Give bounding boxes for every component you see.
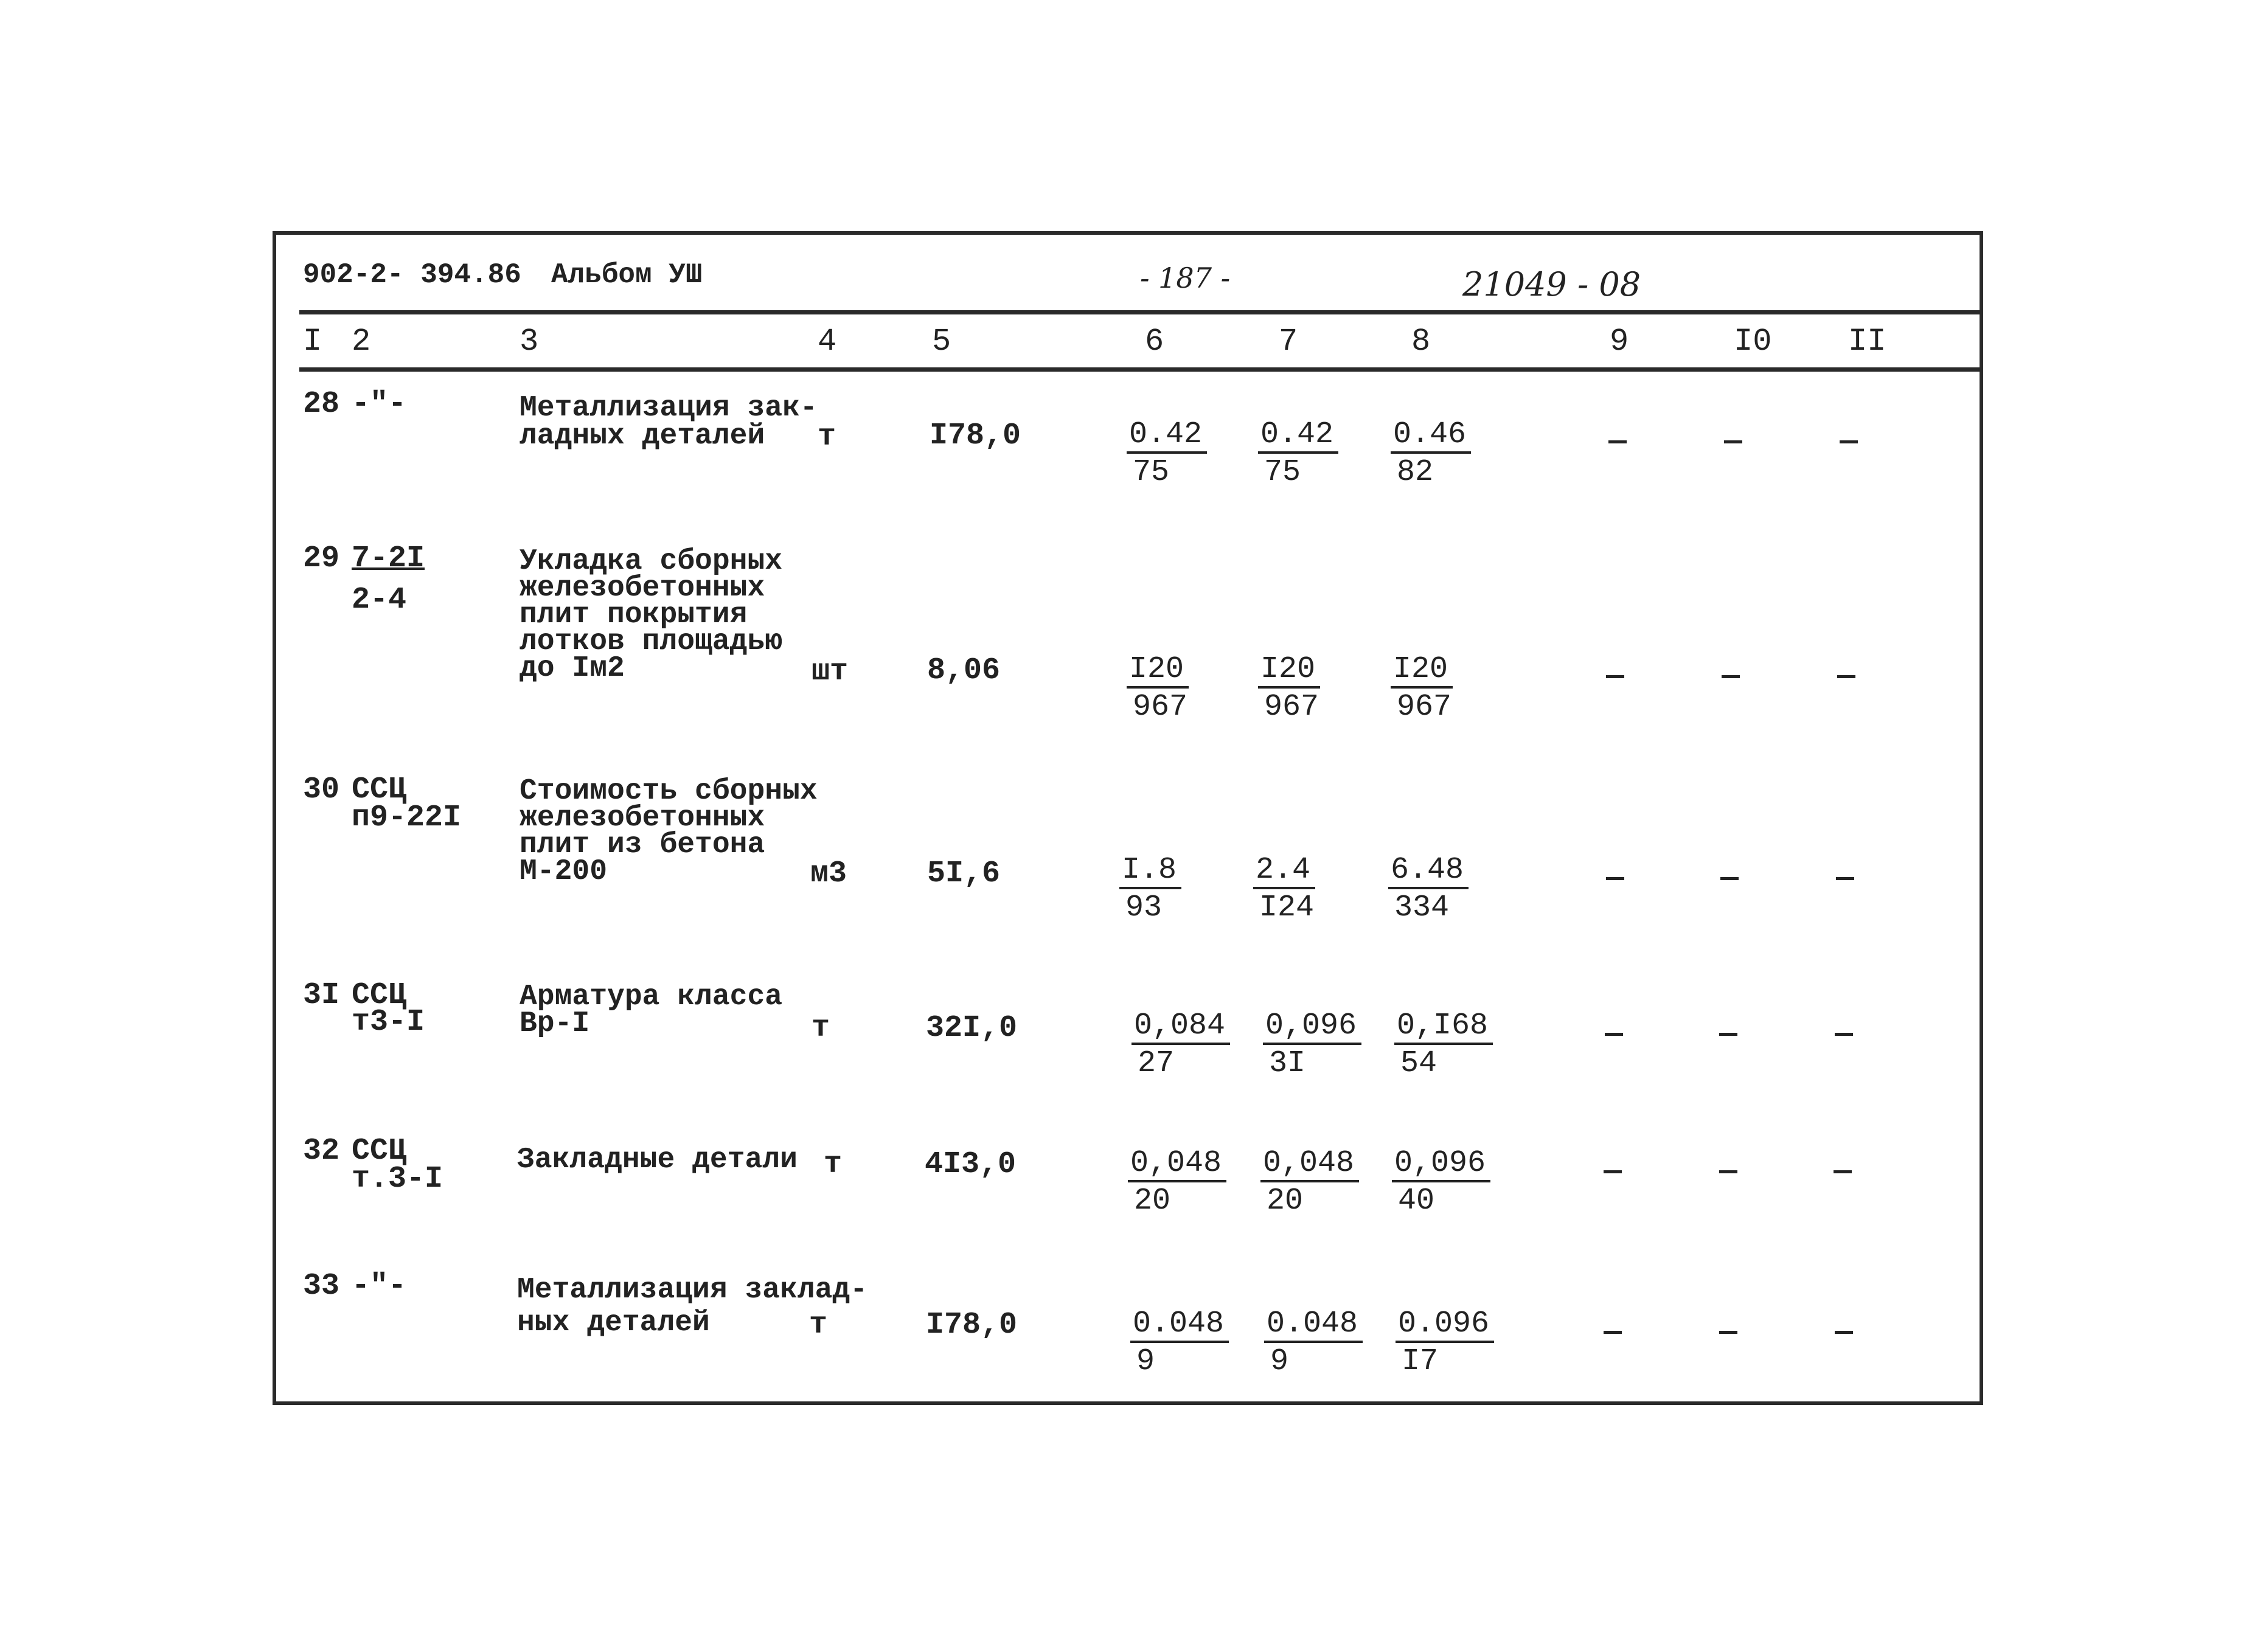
row-description-line: ладных деталей xyxy=(520,420,765,453)
fraction-numerator: 0.048 xyxy=(1264,1308,1363,1343)
row-description-line: до Iм2 xyxy=(520,652,625,685)
row-unit: м3 xyxy=(810,856,847,891)
cost-fraction-col7 xyxy=(1258,417,1338,491)
col-head-4: 4 xyxy=(818,324,837,359)
row-quantity: 32I,0 xyxy=(926,1011,1018,1046)
fraction-denominator: 27 xyxy=(1138,1046,1175,1081)
fraction-denominator: 54 xyxy=(1400,1046,1437,1081)
row-unit: шт xyxy=(812,654,849,689)
fraction-numerator: I20 xyxy=(1127,653,1189,689)
fraction-denominator: 9 xyxy=(1136,1344,1155,1379)
fraction-numerator: 0,084 xyxy=(1132,1010,1230,1045)
cost-fraction-col6 xyxy=(1128,1146,1226,1220)
cost-fraction-col6 xyxy=(1127,652,1189,726)
fraction-numerator: 0.096 xyxy=(1396,1308,1494,1343)
row-unit: т xyxy=(824,1147,843,1182)
empty-cell-dash xyxy=(1605,1033,1623,1036)
row-description-line: Закладные детали xyxy=(517,1144,798,1176)
col-head-6: 6 xyxy=(1145,324,1164,359)
row-description-line: лотков площадью xyxy=(520,625,783,658)
fraction-numerator: 0,048 xyxy=(1128,1147,1226,1182)
fraction-denominator: 40 xyxy=(1398,1184,1435,1218)
row-description-line: Металлизация зак- xyxy=(520,392,818,425)
row-description-line: Стоимость сборных xyxy=(520,775,818,808)
row-code: -"- xyxy=(352,1269,407,1303)
cost-fraction-col7 xyxy=(1264,1307,1363,1381)
fraction-numerator: 2.4 xyxy=(1253,854,1315,889)
empty-cell-dash xyxy=(1835,1331,1853,1334)
empty-cell-dash xyxy=(1719,1170,1737,1173)
row-quantity: I78,0 xyxy=(930,418,1021,453)
row-code: ССЦ xyxy=(352,772,407,807)
row-description-line: Арматура класса xyxy=(520,980,783,1013)
cost-fraction-col7 xyxy=(1263,1008,1361,1083)
row-number: 32 xyxy=(303,1134,340,1168)
row-code: 2-4 xyxy=(352,583,407,617)
empty-cell-dash xyxy=(1724,440,1742,443)
fraction-denominator: 967 xyxy=(1133,690,1188,724)
cost-fraction-col8 xyxy=(1391,417,1471,491)
row-description-line: плит покрытия xyxy=(520,599,748,631)
col-head-3: 3 xyxy=(520,324,539,359)
row-code: -"- xyxy=(352,387,407,422)
empty-cell-dash xyxy=(1837,675,1855,678)
empty-cell-dash xyxy=(1606,877,1624,880)
row-code: ССЦ xyxy=(352,978,407,1013)
col-head-5: 5 xyxy=(932,324,951,359)
col-head-7: 7 xyxy=(1279,324,1298,359)
fraction-numerator: 0.42 xyxy=(1127,418,1207,454)
row-number: 30 xyxy=(303,772,340,807)
album-label: Альбом УШ xyxy=(551,259,703,291)
fraction-numerator: I20 xyxy=(1391,653,1453,689)
page-number: - 187 - xyxy=(1140,262,1231,294)
row-unit: т xyxy=(818,420,836,454)
fraction-numerator: 0,096 xyxy=(1263,1010,1361,1045)
row-quantity: 5I,6 xyxy=(927,856,1001,891)
row-number: 28 xyxy=(303,387,340,422)
cost-fraction-col6 xyxy=(1119,853,1181,927)
fraction-numerator: 6.48 xyxy=(1388,854,1469,889)
fraction-numerator: 0.46 xyxy=(1391,418,1471,454)
row-code: ССЦ xyxy=(352,1134,407,1168)
col-head-11: II xyxy=(1848,324,1886,359)
row-unit: т xyxy=(809,1308,828,1342)
row-description-line: М-200 xyxy=(520,855,608,888)
fraction-denominator: 75 xyxy=(1264,455,1301,490)
row-code: т3-I xyxy=(352,1005,425,1039)
fraction-denominator: 75 xyxy=(1133,455,1170,490)
fraction-denominator: 967 xyxy=(1264,690,1319,724)
empty-cell-dash xyxy=(1719,1033,1737,1036)
cost-fraction-col6 xyxy=(1130,1307,1229,1381)
fraction-numerator: I20 xyxy=(1258,653,1320,689)
row-number: 29 xyxy=(303,541,340,576)
col-head-2: 2 xyxy=(352,324,371,359)
empty-cell-dash xyxy=(1606,675,1624,678)
cost-fraction-col8 xyxy=(1391,652,1453,726)
row-quantity: 8,06 xyxy=(927,653,1001,688)
row-code: п9-22I xyxy=(352,800,462,835)
row-description-line: ных деталей xyxy=(517,1307,710,1339)
fraction-numerator: 0,I68 xyxy=(1394,1010,1493,1045)
fraction-numerator: 0.42 xyxy=(1258,418,1338,454)
row-code: т.3-I xyxy=(352,1162,443,1196)
empty-cell-dash xyxy=(1608,440,1627,443)
cost-fraction-col7 xyxy=(1253,853,1315,927)
cost-fraction-col6 xyxy=(1127,417,1207,491)
fraction-denominator: I24 xyxy=(1259,890,1315,925)
cost-fraction-col6 xyxy=(1132,1008,1230,1083)
row-quantity: 4I3,0 xyxy=(925,1147,1017,1182)
row-unit: т xyxy=(812,1011,830,1046)
cost-fraction-col8 xyxy=(1392,1146,1490,1220)
empty-cell-dash xyxy=(1720,877,1739,880)
row-number: 33 xyxy=(303,1269,340,1303)
fraction-denominator: 93 xyxy=(1125,890,1163,925)
row-description-line: железобетонных xyxy=(520,802,765,835)
fraction-numerator: 0.048 xyxy=(1130,1308,1229,1343)
row-description-line: плит из бетона xyxy=(520,828,765,861)
empty-cell-dash xyxy=(1840,440,1858,443)
col-head-8: 8 xyxy=(1411,324,1431,359)
cost-fraction-col8 xyxy=(1394,1008,1493,1083)
fraction-denominator: 9 xyxy=(1270,1344,1289,1379)
fraction-numerator: 0,048 xyxy=(1260,1147,1359,1182)
row-code: 7-2I xyxy=(352,541,425,576)
fraction-denominator: 3I xyxy=(1269,1046,1306,1081)
sheet-code: 21049 - 08 xyxy=(1462,265,1641,304)
cost-fraction-col8 xyxy=(1388,853,1469,927)
empty-cell-dash xyxy=(1835,1033,1853,1036)
row-description-line: железобетонных xyxy=(520,572,765,605)
cost-fraction-col7 xyxy=(1260,1146,1359,1220)
fraction-numerator: I.8 xyxy=(1119,854,1181,889)
col-head-9: 9 xyxy=(1610,324,1629,359)
header-rule-bottom xyxy=(299,367,1980,372)
fraction-denominator: 20 xyxy=(1267,1184,1304,1218)
fraction-numerator: 0,096 xyxy=(1392,1147,1490,1182)
cost-fraction-col7 xyxy=(1258,652,1320,726)
empty-cell-dash xyxy=(1836,877,1854,880)
col-head-1: I xyxy=(303,324,322,359)
fraction-denominator: 20 xyxy=(1134,1184,1171,1218)
row-description-line: Вр-I xyxy=(520,1007,590,1040)
doc-code: 902-2- 394.86 xyxy=(303,259,521,291)
empty-cell-dash xyxy=(1834,1170,1852,1173)
row-description-line: Металлизация заклад- xyxy=(517,1274,868,1307)
row-description-line: Укладка сборных xyxy=(520,545,783,578)
fraction-denominator: 82 xyxy=(1397,455,1434,490)
col-head-10: I0 xyxy=(1734,324,1772,359)
row-quantity: I78,0 xyxy=(926,1308,1018,1342)
empty-cell-dash xyxy=(1719,1331,1737,1334)
header-rule-top xyxy=(299,310,1980,314)
estimate-sheet xyxy=(273,231,1983,1405)
cost-fraction-col8 xyxy=(1396,1307,1494,1381)
empty-cell-dash xyxy=(1722,675,1740,678)
fraction-denominator: 334 xyxy=(1394,890,1450,925)
fraction-denominator: 967 xyxy=(1397,690,1452,724)
fraction-denominator: I7 xyxy=(1402,1344,1439,1379)
row-number: 3I xyxy=(303,978,340,1013)
empty-cell-dash xyxy=(1604,1331,1622,1334)
empty-cell-dash xyxy=(1604,1170,1622,1173)
